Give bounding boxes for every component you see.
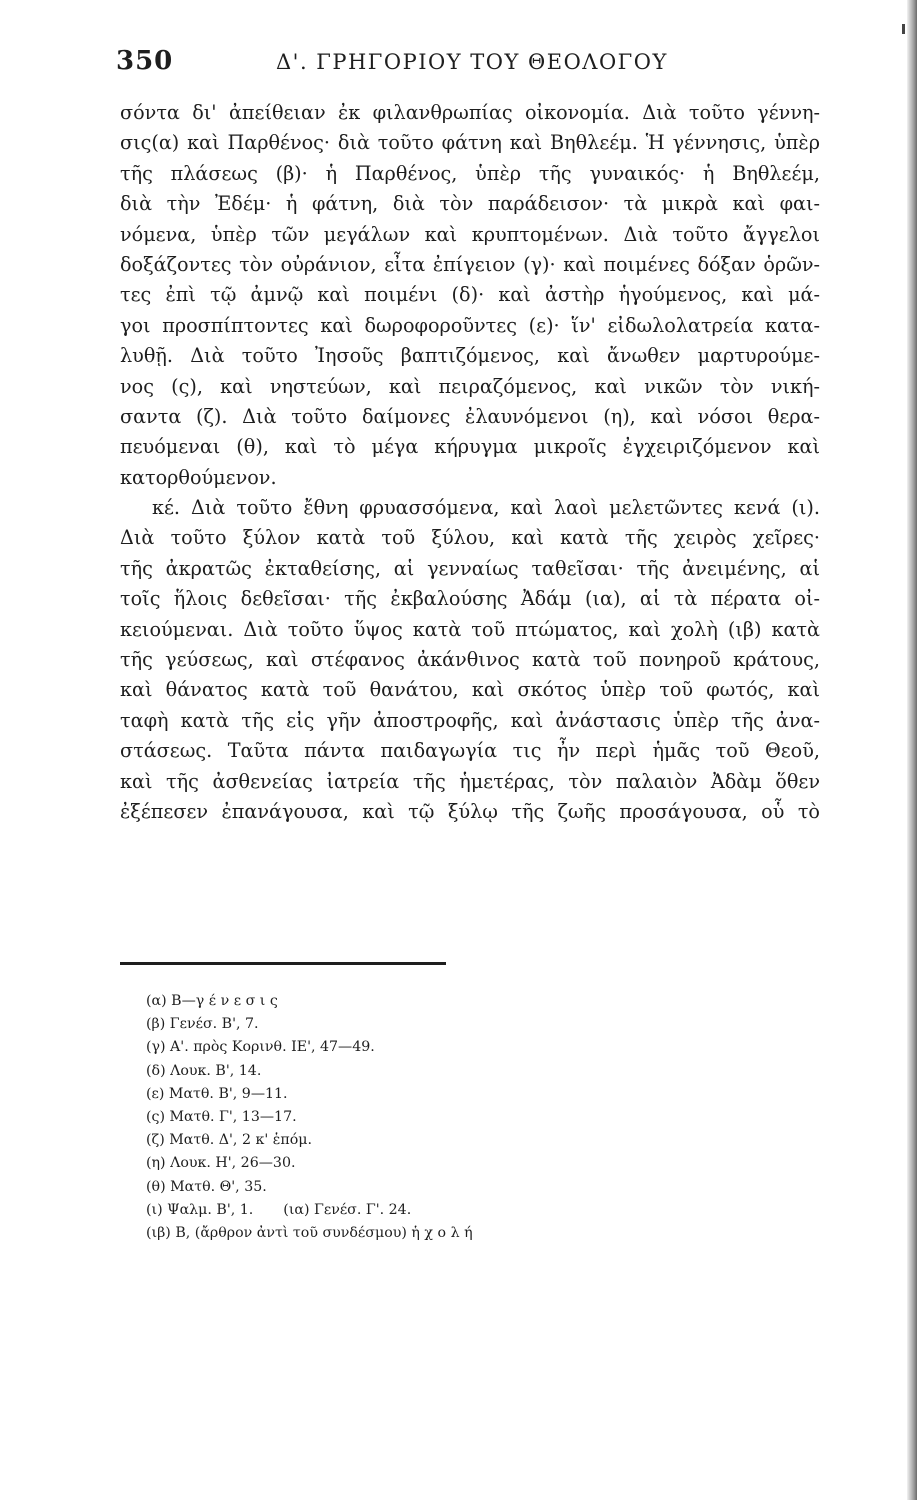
text-line: σαντα (ζ). Διὰ τοῦτο δαίμονες ἐλαυνόμενοι (η), καὶ νόσοι θερα- bbox=[120, 404, 820, 428]
text-line: Διὰ τοῦτο ξύλον κατὰ τοῦ ξύλου, καὶ κατὰ τῆς χειρὸς χεῖρες· bbox=[120, 526, 820, 550]
text-line: νος (ς), καὶ νηστεύων, καὶ πειραζόμενος, καὶ νικῶν τὸν νική- bbox=[120, 374, 820, 398]
footnote: (α) B—γ έ ν ε σ ι ς bbox=[146, 993, 278, 1009]
text-line: κέ. Διὰ τοῦτο ἔθνη φρυασσόμενα, καὶ λαοὶ μελετῶντες κενά (ι). bbox=[152, 496, 820, 520]
footnote: (ιβ) B, (ἄρθρον ἀντὶ τοῦ συνδέσμου) ἡ χ ο λ ή bbox=[146, 1224, 473, 1241]
text-line bbox=[120, 827, 820, 857]
text-line: τοῖς ἥλοις δεθεῖσαι· τῆς ἐκβαλούσης Ἀδάμ (ια), αἱ τὰ πέρατα οἰ- bbox=[120, 587, 820, 611]
footnote: (ς) Ματθ. Γ', 13—17. bbox=[146, 1108, 297, 1125]
footnote-line bbox=[146, 1199, 706, 1222]
text-line: ταφὴ κατὰ τῆς εἰς γῆν ἀποστροφῆς, καὶ ἀνάστασις ὑπὲρ τῆς ἀνα- bbox=[120, 708, 820, 732]
text-line: ἐξέπεσεν ἐπανάγουσα, καὶ τῷ ξύλῳ τῆς ζωῆς προσάγουσα, οὗ τὸ bbox=[120, 799, 820, 823]
text-line: τῆς ἀκρατῶς ἐκταθείσης, αἱ γενναίως ταθεῖσαι· τῆς ἀνειμένης, αἱ bbox=[120, 556, 820, 580]
text-line: σις(α) καὶ Παρθένος· διὰ τοῦτο φάτνη καὶ Βηθλεέμ. Ἡ γέννησις, ὑπὲρ bbox=[120, 131, 820, 155]
footnote: (θ) Ματθ. Θ', 35. bbox=[146, 1178, 267, 1195]
footnote: (γ) Α'. πρὸς Κορινθ. ΙΕ', 47—49. bbox=[146, 1039, 375, 1056]
text-line: πευόμεναι (θ), καὶ τὸ μέγα κήρυγμα μικροῖς ἐγχειριζόμενον καὶ bbox=[120, 435, 820, 459]
text-line: τες ἐπὶ τῷ ἀμνῷ καὶ ποιμένι (δ)· καὶ ἀστὴρ ἡγούμενος, καὶ μά- bbox=[120, 283, 820, 307]
footnotes bbox=[146, 990, 706, 1245]
text-line: γοι προσπίπτοντες καὶ δωροφοροῦντες (ε)· ἵν' εἰδωλολατρεία κατα- bbox=[120, 313, 820, 337]
page-edge-mark bbox=[902, 24, 905, 34]
footnote: (ια) Γενέσ. Γ'. 24. bbox=[283, 1201, 412, 1218]
text-line: λυθῇ. Διὰ τοῦτο Ἰησοῦς βαπτιζόμενος, καὶ ἄνωθεν μαρτυρούμε- bbox=[120, 344, 820, 368]
text-line: καὶ τῆς ἀσθενείας ἰατρεία τῆς ἡμετέρας, τὸν παλαιὸν Ἀδὰμ ὅθεν bbox=[120, 769, 820, 793]
text-line: τῆς γεύσεως, καὶ στέφανος ἀκάνθινος κατὰ τοῦ πονηροῦ κράτους, bbox=[120, 648, 820, 672]
footnote: (ζ) Ματθ. Δ', 2 κ' ἑπόμ. bbox=[146, 1132, 312, 1149]
footnote: (δ) Λουκ. Β', 14. bbox=[146, 1062, 262, 1079]
footnote: (β) Γενέσ. Β', 7. bbox=[146, 1016, 259, 1033]
text-line: σόντα δι' ἀπείθειαν ἐκ φιλανθρωπίας οἰκονομία. Διὰ τοῦτο γέννη- bbox=[120, 101, 820, 124]
footnote-rule bbox=[120, 962, 446, 965]
main-text bbox=[120, 98, 820, 858]
text-line: τῆς πλάσεως (β)· ἡ Παρθένος, ὑπὲρ τῆς γυναικός· ἡ Βηθλεέμ, bbox=[120, 161, 820, 185]
footnote: (ε) Ματθ. Β', 9—11. bbox=[146, 1085, 288, 1102]
text-line: κατορθούμενον. bbox=[120, 465, 277, 489]
text-line: στάσεως. Ταῦτα πάντα παιδαγωγία τις ἦν περὶ ἡμᾶς τοῦ Θεοῦ, bbox=[120, 739, 820, 763]
page-header bbox=[116, 46, 816, 86]
text-line: νόμενα, ὑπὲρ τῶν μεγάλων καὶ κρυπτομένων. Διὰ τοῦτο ἄγγελοι bbox=[120, 222, 820, 246]
text-line: κειούμεναι. Διὰ τοῦτο ὕψος κατὰ τοῦ πτώματος, καὶ χολὴ (ιβ) κατὰ bbox=[120, 617, 820, 641]
footnote: (η) Λουκ. Η', 26—30. bbox=[146, 1155, 296, 1172]
text-line: διὰ τὴν Ἐδέμ· ἡ φάτνη, διὰ τὸν παράδεισον· τὰ μικρὰ καὶ φαι- bbox=[120, 192, 820, 216]
text-line: δοξάζοντες τὸν οὐράνιον, εἶτα ἐπίγειον (γ)· καὶ ποιμένες δόξαν ὁρῶν- bbox=[120, 252, 820, 276]
page-number: 350 bbox=[116, 46, 174, 76]
page-edge-shadow bbox=[907, 0, 917, 1500]
text-line: καὶ θάνατος κατὰ τοῦ θανάτου, καὶ σκότος ὑπὲρ τοῦ φωτός, καὶ bbox=[120, 678, 820, 702]
running-title: Δ'. ΓΡΗΓΟΡΙΟΥ ΤΟΥ ΘΕΟΛΟΓΟΥ bbox=[276, 50, 668, 74]
footnote: (ι) Ψαλμ. Β', 1. bbox=[146, 1201, 254, 1218]
